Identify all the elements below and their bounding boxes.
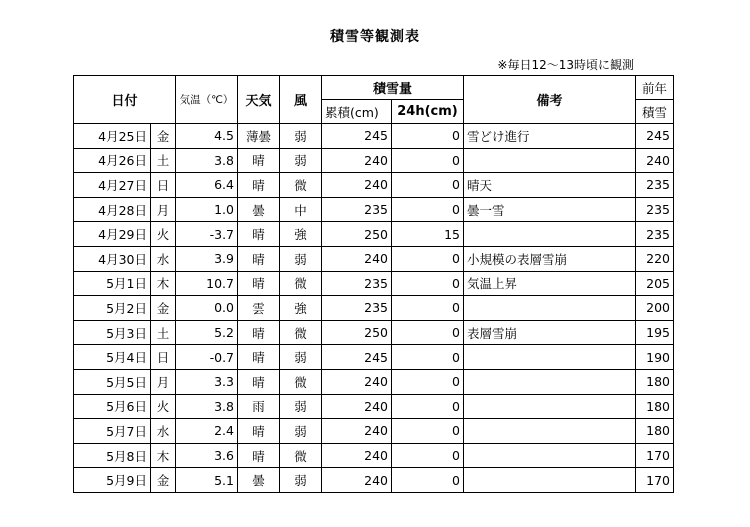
weather-cell: 晴: [238, 222, 280, 247]
remarks-cell: [464, 443, 636, 468]
cumulative-cell: 250: [322, 320, 392, 345]
date-cell: 5月1日: [74, 271, 151, 296]
temp-cell: 5.2: [176, 320, 238, 345]
remarks-cell: [464, 419, 636, 444]
h24-cell: 0: [392, 271, 464, 296]
h24-cell: 0: [392, 369, 464, 394]
cumulative-cell: 240: [322, 246, 392, 271]
header-cumulative: 累積(cm): [322, 100, 392, 124]
h24-cell: 15: [392, 222, 464, 247]
table-row: [74, 419, 674, 444]
remarks-cell: 気温上昇: [464, 271, 636, 296]
cumulative-cell: 240: [322, 419, 392, 444]
dow-cell: 土: [151, 148, 176, 173]
weather-cell: 晴: [238, 419, 280, 444]
date-cell: 5月8日: [74, 443, 151, 468]
table-row: [74, 246, 674, 271]
temp-cell: -0.7: [176, 345, 238, 370]
remarks-cell: [464, 148, 636, 173]
header-date: 日付: [74, 76, 176, 124]
dow-cell: 金: [151, 296, 176, 321]
h24-cell: 0: [392, 296, 464, 321]
observation-note: ※毎日12～13時頃に観測: [497, 58, 634, 72]
remarks-cell: 晴天: [464, 173, 636, 198]
date-cell: 5月6日: [74, 394, 151, 419]
h24-cell: 0: [392, 468, 464, 493]
cumulative-cell: 240: [322, 369, 392, 394]
remarks-cell: [464, 394, 636, 419]
temp-cell: -3.7: [176, 222, 238, 247]
wind-cell: 弱: [280, 124, 322, 149]
wind-cell: 強: [280, 296, 322, 321]
wind-cell: 微: [280, 271, 322, 296]
weather-cell: 晴: [238, 443, 280, 468]
cumulative-cell: 240: [322, 394, 392, 419]
temp-cell: 3.9: [176, 246, 238, 271]
date-cell: 5月4日: [74, 345, 151, 370]
wind-cell: 強: [280, 222, 322, 247]
header-snow: 積雪量: [322, 76, 464, 100]
prev-year-cell: 170: [636, 443, 674, 468]
weather-cell: 曇: [238, 197, 280, 222]
dow-cell: 火: [151, 394, 176, 419]
table-row: [74, 320, 674, 345]
h24-cell: 0: [392, 124, 464, 149]
wind-cell: 微: [280, 443, 322, 468]
wind-cell: 微: [280, 173, 322, 198]
prev-year-cell: 180: [636, 419, 674, 444]
prev-year-cell: 205: [636, 271, 674, 296]
weather-cell: 雨: [238, 394, 280, 419]
remarks-cell: 表層雪崩: [464, 320, 636, 345]
h24-cell: 0: [392, 148, 464, 173]
date-cell: 5月5日: [74, 369, 151, 394]
table-row: [74, 468, 674, 493]
remarks-cell: [464, 369, 636, 394]
prev-year-cell: 235: [636, 222, 674, 247]
dow-cell: 水: [151, 419, 176, 444]
wind-cell: 弱: [280, 468, 322, 493]
page-title: 積雪等観測表: [330, 29, 420, 45]
h24-cell: 0: [392, 173, 464, 198]
remarks-cell: [464, 296, 636, 321]
prev-year-cell: 180: [636, 369, 674, 394]
weather-cell: 晴: [238, 345, 280, 370]
date-cell: 4月26日: [74, 148, 151, 173]
date-cell: 5月9日: [74, 468, 151, 493]
temp-cell: 3.8: [176, 148, 238, 173]
date-cell: 4月29日: [74, 222, 151, 247]
weather-cell: 晴: [238, 173, 280, 198]
table-row: [74, 197, 674, 222]
wind-cell: 弱: [280, 148, 322, 173]
prev-year-cell: 170: [636, 468, 674, 493]
table-row: [74, 345, 674, 370]
dow-cell: 木: [151, 443, 176, 468]
table-row: [74, 296, 674, 321]
snow-observation-table: [73, 75, 674, 493]
weather-cell: 曇: [238, 468, 280, 493]
temp-cell: 3.3: [176, 369, 238, 394]
temp-cell: 0.0: [176, 296, 238, 321]
wind-cell: 弱: [280, 246, 322, 271]
date-cell: 5月7日: [74, 419, 151, 444]
header-wind: 風: [280, 76, 322, 124]
wind-cell: 微: [280, 369, 322, 394]
cumulative-cell: 240: [322, 443, 392, 468]
remarks-cell: 曇一雪: [464, 197, 636, 222]
prev-year-cell: 195: [636, 320, 674, 345]
wind-cell: 微: [280, 320, 322, 345]
date-cell: 4月30日: [74, 246, 151, 271]
remarks-cell: [464, 222, 636, 247]
dow-cell: 金: [151, 124, 176, 149]
header-remarks: 備考: [464, 76, 636, 124]
table-row: [74, 443, 674, 468]
prev-year-cell: 200: [636, 296, 674, 321]
prev-year-cell: 180: [636, 394, 674, 419]
wind-cell: 中: [280, 197, 322, 222]
weather-cell: 晴: [238, 271, 280, 296]
weather-cell: 晴: [238, 320, 280, 345]
date-cell: 5月3日: [74, 320, 151, 345]
cumulative-cell: 245: [322, 345, 392, 370]
h24-cell: 0: [392, 394, 464, 419]
cumulative-cell: 240: [322, 173, 392, 198]
cumulative-cell: 235: [322, 271, 392, 296]
temp-cell: 5.1: [176, 468, 238, 493]
h24-cell: 0: [392, 345, 464, 370]
table-row: [74, 124, 674, 149]
temp-cell: 2.4: [176, 419, 238, 444]
prev-year-cell: 220: [636, 246, 674, 271]
dow-cell: 日: [151, 173, 176, 198]
dow-cell: 木: [151, 271, 176, 296]
header-24h: 24h(cm): [392, 100, 464, 124]
weather-cell: 雲: [238, 296, 280, 321]
cumulative-cell: 235: [322, 296, 392, 321]
table-row: [74, 173, 674, 198]
prev-year-cell: 235: [636, 197, 674, 222]
table-row: [74, 148, 674, 173]
table-row: [74, 369, 674, 394]
remarks-cell: [464, 345, 636, 370]
remarks-cell: 小規模の表層雪崩: [464, 246, 636, 271]
table-row: [74, 222, 674, 247]
temp-cell: 10.7: [176, 271, 238, 296]
dow-cell: 火: [151, 222, 176, 247]
dow-cell: 水: [151, 246, 176, 271]
remarks-cell: 雪どけ進行: [464, 124, 636, 149]
cumulative-cell: 240: [322, 148, 392, 173]
h24-cell: 0: [392, 320, 464, 345]
date-cell: 4月25日: [74, 124, 151, 149]
cumulative-cell: 240: [322, 468, 392, 493]
prev-year-cell: 190: [636, 345, 674, 370]
dow-cell: 土: [151, 320, 176, 345]
prev-year-cell: 245: [636, 124, 674, 149]
header-prev-year-2: 積雪: [636, 100, 674, 124]
remarks-cell: [464, 468, 636, 493]
cumulative-cell: 235: [322, 197, 392, 222]
prev-year-cell: 235: [636, 173, 674, 198]
wind-cell: 弱: [280, 394, 322, 419]
date-cell: 4月27日: [74, 173, 151, 198]
weather-cell: 薄曇: [238, 124, 280, 149]
wind-cell: 弱: [280, 419, 322, 444]
temp-cell: 3.6: [176, 443, 238, 468]
table-row: [74, 394, 674, 419]
date-cell: 5月2日: [74, 296, 151, 321]
temp-cell: 3.8: [176, 394, 238, 419]
table-row: [74, 271, 674, 296]
temp-cell: 4.5: [176, 124, 238, 149]
dow-cell: 日: [151, 345, 176, 370]
weather-cell: 晴: [238, 246, 280, 271]
weather-cell: 晴: [238, 369, 280, 394]
weather-cell: 晴: [238, 148, 280, 173]
dow-cell: 金: [151, 468, 176, 493]
h24-cell: 0: [392, 419, 464, 444]
h24-cell: 0: [392, 246, 464, 271]
dow-cell: 月: [151, 197, 176, 222]
date-cell: 4月28日: [74, 197, 151, 222]
cumulative-cell: 245: [322, 124, 392, 149]
header-weather: 天気: [238, 76, 280, 124]
temp-cell: 1.0: [176, 197, 238, 222]
h24-cell: 0: [392, 197, 464, 222]
prev-year-cell: 240: [636, 148, 674, 173]
header-temp: 気温（℃）: [176, 76, 238, 124]
cumulative-cell: 250: [322, 222, 392, 247]
h24-cell: 0: [392, 443, 464, 468]
temp-cell: 6.4: [176, 173, 238, 198]
wind-cell: 弱: [280, 345, 322, 370]
dow-cell: 月: [151, 369, 176, 394]
header-prev-year-1: 前年: [636, 76, 674, 100]
